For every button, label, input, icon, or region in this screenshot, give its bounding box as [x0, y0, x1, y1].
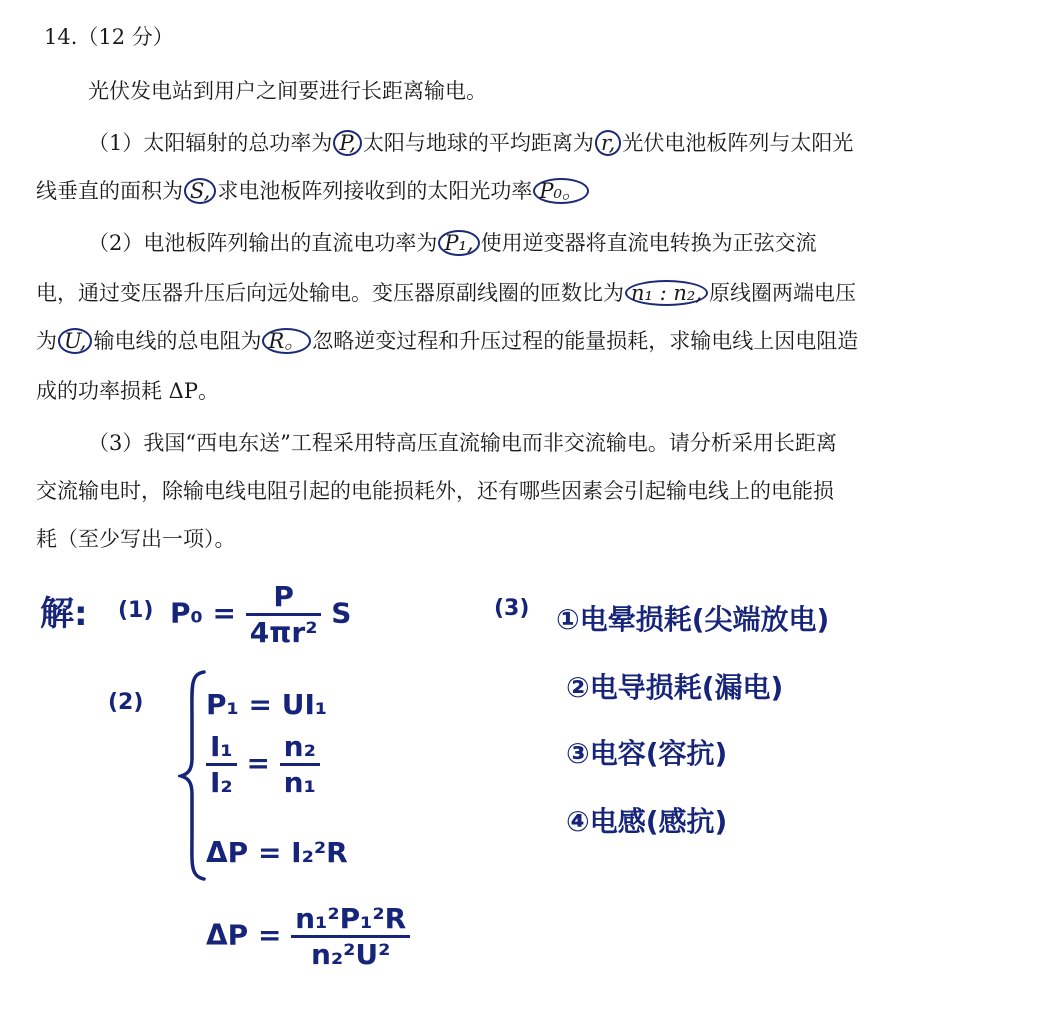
p0-lhs: P₀ =: [170, 596, 236, 630]
p0-fraction: [246, 580, 322, 649]
curly-brace-icon: [178, 668, 208, 883]
circled-P: P,: [333, 130, 362, 156]
answer-part1-label: (1): [118, 598, 154, 623]
part1-line1: [88, 128, 853, 158]
answer-part3-label: (3): [494, 596, 530, 621]
part2-text-d: 原线圈两端电压: [709, 281, 856, 305]
turns-ratio-numerator: n₂: [280, 730, 320, 766]
answer-eq1: P₁ = UI₁: [206, 688, 328, 721]
current-ratio-numerator: I₁: [206, 730, 237, 766]
part2-text-g: 忽略逆变过程和升压过程的能量损耗，求输电线上因电阻造: [312, 329, 859, 353]
part3-line1: （3）我国“西电东送”工程采用特高压直流输电而非交流输电。请分析采用长距离: [88, 431, 837, 455]
current-ratio-fraction: [206, 730, 237, 799]
part1-line2: [36, 176, 590, 206]
answer-eq2: [206, 730, 320, 799]
part2-line1: [88, 228, 817, 258]
answer-part3-item1: ①电晕损耗(尖端放电): [556, 603, 830, 636]
circled-P1: P₁,: [438, 230, 479, 256]
part1-text-a: （1）太阳辐射的总功率为: [88, 131, 333, 155]
answer-jie: 解:: [40, 594, 88, 634]
circled-P0: P₀。: [533, 178, 589, 204]
circled-r: r,: [595, 130, 621, 156]
circled-S: S,: [184, 178, 216, 204]
part3-line3: 耗（至少写出一项）。: [36, 527, 236, 551]
current-ratio-denominator: I₂: [210, 766, 233, 799]
result-lhs: ΔP =: [206, 918, 282, 952]
circled-R: R。: [262, 328, 311, 354]
p0-tail: S: [331, 596, 352, 630]
turns-ratio-denominator: n₁: [283, 766, 316, 799]
part2-line4: 成的功率损耗 ΔP。: [36, 379, 219, 403]
answer-eq3: ΔP = I₂²R: [206, 836, 348, 869]
answer-result: [206, 902, 410, 971]
part2-text-b: 使用逆变器将直流电转换为正弦交流: [480, 231, 817, 255]
turns-ratio-fraction: [280, 730, 320, 799]
circled-n-ratio: n₁ : n₂,: [625, 280, 708, 306]
part1-text-d: 线垂直的面积为: [36, 179, 183, 203]
part2-line2: [36, 278, 856, 308]
part2-text-a: （2）电池板阵列输出的直流电功率为: [88, 231, 438, 255]
answer-part2-label: (2): [108, 690, 144, 715]
answer-part3-item2: ②电导损耗(漏电): [566, 671, 784, 704]
part2-text-c: 电，通过变压器升压后向远处输电。变压器原副线圈的匝数比为: [36, 281, 624, 305]
part1-text-b: 太阳与地球的平均距离为: [362, 131, 594, 155]
part1-text-c: 光伏电池板阵列与太阳光: [622, 131, 854, 155]
answer-part1-formula: [170, 580, 351, 649]
part2-line3: [36, 326, 858, 356]
question-number: 14.（12 分）: [44, 25, 174, 49]
part3-line2: 交流输电时，除输电线电阻引起的电能损耗外，还有哪些因素会引起输电线上的电能损: [36, 479, 834, 503]
result-fraction: [291, 902, 410, 971]
p0-numerator: P: [246, 580, 322, 616]
circled-U: U,: [58, 328, 92, 354]
question-intro: 光伏发电站到用户之间要进行长距离输电。: [88, 79, 487, 103]
answer-part3-item3: ③电容(容抗): [566, 737, 728, 770]
result-denominator: n₂²U²: [310, 938, 391, 971]
eq2-equals: =: [246, 746, 270, 780]
p0-denominator: 4πr²: [249, 616, 318, 649]
result-numerator: n₁²P₁²R: [291, 902, 410, 938]
answer-part3-item4: ④电感(感抗): [566, 805, 728, 838]
part2-text-f: 输电线的总电阻为: [93, 329, 262, 353]
part2-text-e: 为: [36, 329, 57, 353]
part1-text-e: 求电池板阵列接收到的太阳光功率: [217, 179, 533, 203]
